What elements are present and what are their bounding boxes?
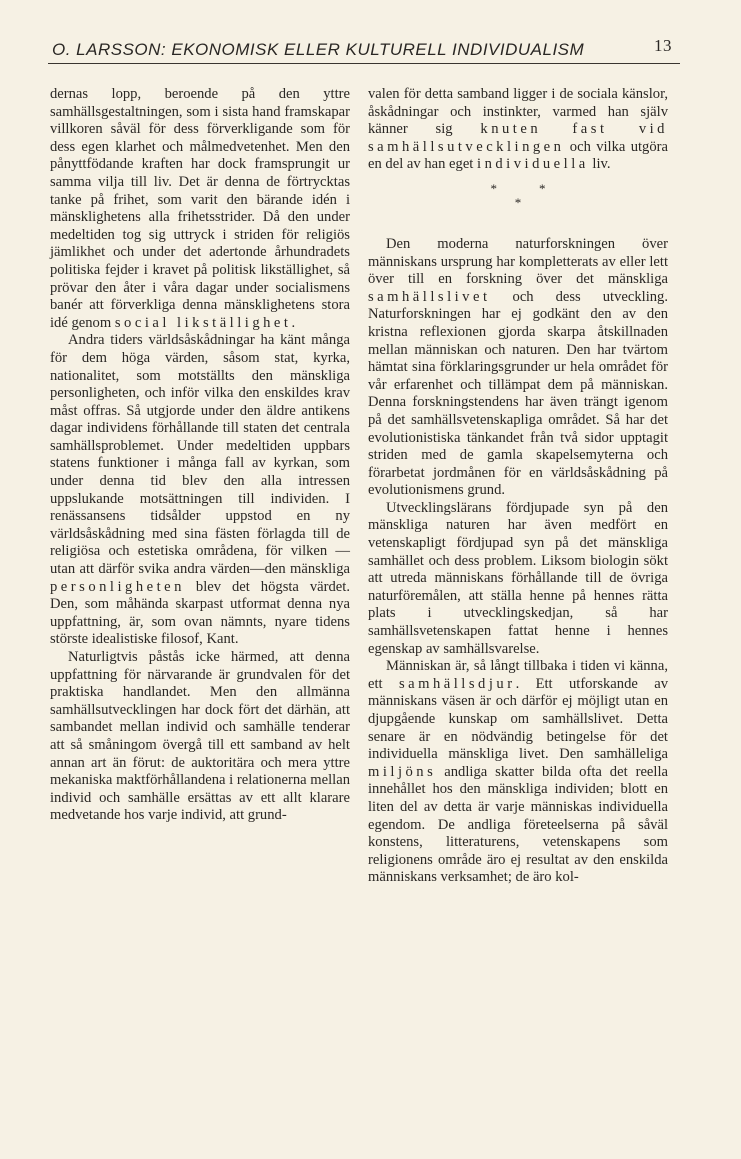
paragraph: Andra tiders världsåskådningar ha känt många för dem höga värden, såsom stat, kyrka, nationalitet, som motställts den mänskliga personligheten, och inför vilka den enskildes krav måst offras. Så utgjorde under den äldre antikens dagar individens förhållande till staten det centrala samhällsproblemet. Under medeltiden uppbars statens funktioner i många fall av kyrkan, som under denna tid blev den alla intressen uppslukande motsättningen till individen. I renässansens tidsålder uppstod en ny världsåskådning med sina fästen förlagda till de religiösa och estetiska områdena, för vilken — utan att därför svika andra värden—den mänskliga personligheten blev det högsta värdet. Den, som måhända skarpast utformat denna nya uppfattning, är, som ovan nämnts, nyare tidens störste idealistiske filosof, Kant.: [50, 332, 350, 648]
paragraph: Människan är, så långt tillbaka i tiden vi känna, ett samhällsdjur. Ett utforskande av människans väsen är och därför ej möjligt utan en djupgående kunskap om samhällslivet. Detta senare är en nödvändig betingelse för det individuella mänskliga livet. Den samhälleliga miljöns andliga skatter bilda ofta det reella innehållet hos den mänskliga individen; blott en liten del av detta är varje människas individuella egendom. De andliga företeelserna på såväl konstens, litteraturens, vetenskapens som religionens område äro ej resultat av den enskilda människans verksamhet; de äro kol-: [368, 658, 668, 886]
running-head-title: O. LARSSON: EKONOMISK ELLER KULTURELL INDIVIDUALISM: [52, 40, 585, 59]
left-column: [50, 86, 350, 825]
header-rule: [48, 63, 680, 64]
star: *: [514, 194, 522, 210]
paragraph: dernas lopp, beroende på den yttre samhällsgestaltningen, som i sista hand framskapar villkoren såväl för dess förverkligande som för dess egen klarhet och målmedvetenhet. Men den pånyttfödande kraften har dock framsprungit ur samma vilja till liv. Det är denna de förtrycktas tanke på frihet, som varit den bärande idén i mänsklighetens alla frihetsstrider. Då den under medeltiden tog sig uttryck i striden för religiös jämlikhet och under det adertonde århundradets politiska fejder i kravet på politisk likställighet, så prövar den åter i våra dagar under socialismens banér att förverkliga denna mänsklighetens stora idé genom social likställighet.: [50, 86, 350, 331]
star: *: [490, 180, 497, 196]
right-column: [368, 86, 668, 887]
section-break-asterism: [368, 182, 668, 210]
star: *: [539, 180, 546, 196]
paragraph: Naturligtvis påstås icke härmed, att denna uppfattning för närvarande är grundvalen för det praktiska handlandet. Men den allmänna samhällsutvecklingen har dock fört det därhän, att sambandet mellan individ och samhälle tenderar att så småningom övergå till ett samband av helt annan art än förut: de auktoritära och mera yttre mekaniska maktförhållandena i relationerna mellan individ och samhälle ersättas av ett allt klarare medvetande hos varje individ, att grund-: [50, 649, 350, 824]
paragraph: valen för detta samband ligger i de sociala känslor, åskådningar och instinkter, varmed han själv känner sig knuten fast vid samhällsutvecklingen och vilka utgöra en del av han eget individuella liv.: [368, 86, 668, 173]
paragraph: Den moderna naturforskningen över människans ursprung har kompletterats av eller lett över till en forskning över det mänskliga samhällslivet och dess utveckling. Naturforskningen har ej godkänt den av den kristna reflexionen gjorda skarpa åtskillnaden mellan människan och naturen. Den har tvärtom hämtat sina förklaringsgrunder ur hela området för vår erfarenhet och tillämpat dem på människan. Denna forskningstendens har även trängt igenom på det samhällsvetenskapliga området. Så har det evolutionistiska tänkandet från två sidor upptagit striden med de gamla skapelsemyterna och förarbetat jordmånen för en världsåskådning på evolutionismens grund.: [368, 235, 668, 499]
page-number: 13: [654, 36, 672, 55]
paragraph: Utvecklingslärans fördjupade syn på den mänskliga naturen har även medfört en vetenskapligt fördjupad syn på det mänskliga samhället och dess problem. Liksom biologin sökt att utreda människans förhållande till de övriga naturföremålen, att ställa henne på hennes rätta plats i utvecklingskedjan, så har samhällsvetenskapen fattat henne i hennes egenskap av samhällsvarelse.: [368, 499, 668, 657]
